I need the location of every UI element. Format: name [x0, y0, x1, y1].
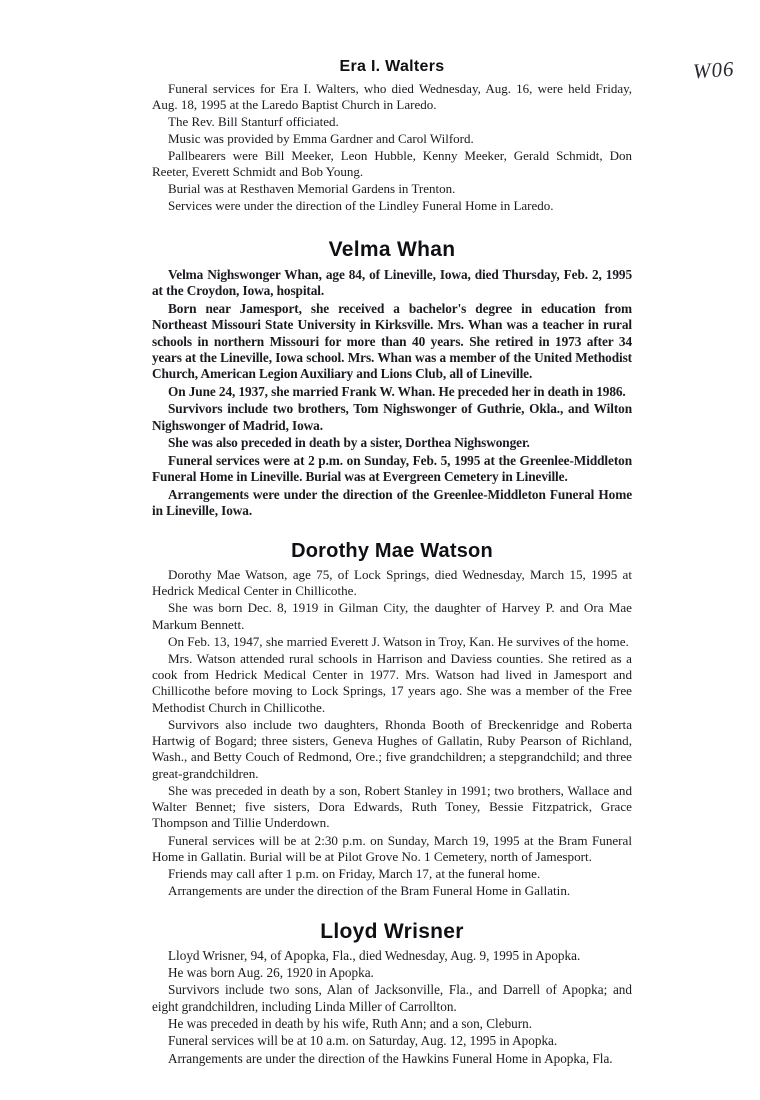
obituary-paragraph: He was born Aug. 26, 1920 in Apopka.	[168, 964, 374, 980]
obituary-paragraph: On Feb. 13, 1947, she married Everett J. Watson in Troy, Kan. He survives of the home.	[168, 633, 629, 649]
obituary-name-heading: Dorothy Mae Watson	[291, 539, 493, 562]
obituary-paragraph: Arrangements are under the direction of the Bram Funeral Home in Gallatin.	[168, 883, 571, 899]
obituary-name-heading: Era I. Walters	[339, 58, 445, 75]
obituary-paragraph: Lloyd Wrisner, 94, of Apopka, Fla., died Wednesday, Aug. 9, 1995 in Apopka.	[168, 947, 581, 963]
obituary-paragraph: She was preceded in death by a son, Robert Stanley in 1991; two brothers, Wallace and Walter Bennet; five sisters, Dora Edwards, Ruth Toney, Bessie Fitzpatrick, Grace Thompson and Tillie Underdown.	[152, 782, 632, 831]
obituary-paragraph: Survivors include two sons, Alan of Jacksonville, Fla., and Darrell of Apopka; and eight grandchildren, including Linda Miller of Carrollton.	[152, 982, 632, 1014]
obituary-name-heading: Lloyd Wrisner	[320, 919, 464, 943]
obituary-paragraph: On June 24, 1937, she married Frank W. Whan. He preceded her in death in 1986.	[168, 383, 626, 399]
obituary-paragraph: She was born Dec. 8, 1919 in Gilman City, the daughter of Harvey P. and Ora Mae Markum Bennett.	[152, 600, 632, 632]
obituary-name-heading: Velma Whan	[328, 238, 456, 262]
obituary-entry	[152, 920, 632, 1068]
obituary-paragraph: Arrangements were under the direction of the Greenlee-Middleton Funeral Home in Lineville, Iowa.	[152, 486, 632, 519]
obituary-paragraph: Services were under the direction of the Lindley Funeral Home in Laredo.	[168, 198, 554, 214]
obituary-paragraph: Born near Jamesport, she received a bachelor's degree in education from Northeast Missouri State University in Kirksville. Mrs. Whan was a teacher in rural schools in northern Missouri for more than 40 years. She retired in 1973 after 34 years at the Lineville, Iowa school. Mrs. Whan was a member of the United Methodist Church, American Legion Auxiliary and Lions Club, all of Lineville.	[152, 300, 632, 382]
obituary-paragraph: She was also preceded in death by a sister, Dorthea Nighswonger.	[168, 435, 530, 451]
obituary-paragraph: Music was provided by Emma Gardner and Carol Wilford.	[168, 130, 474, 146]
obituary-paragraph: Funeral services will be at 2:30 p.m. on Sunday, March 19, 1995 at the Bram Funeral Home in Gallatin. Burial will be at Pilot Grove No. 1 Cemetery, north of Jamesport.	[152, 832, 632, 864]
obituary-entry	[152, 58, 632, 214]
obituary-paragraph: He was preceded in death by his wife, Ruth Ann; and a son, Cleburn.	[168, 1016, 533, 1032]
obituary-paragraph: Dorothy Mae Watson, age 75, of Lock Springs, died Wednesday, March 15, 1995 at Hedrick Medical Center in Chillicothe.	[152, 566, 632, 599]
obituary-entry	[152, 238, 632, 519]
obituary-paragraph: Funeral services for Era I. Walters, who died Wednesday, Aug. 16, were held Friday, Aug. 18, 1995 at the Laredo Baptist Church in Laredo.	[152, 80, 632, 112]
obituary-column	[152, 58, 632, 1081]
obituary-paragraph: Pallbearers were Bill Meeker, Leon Hubble, Kenny Meeker, Gerald Schmidt, Don Reeter, Everett Schmidt and Bob Young.	[152, 148, 632, 180]
obituary-paragraph: Arrangements are under the direction of the Hawkins Funeral Home in Apopka, Fla.	[168, 1050, 613, 1066]
obituary-paragraph: Survivors include two brothers, Tom Nighswonger of Guthrie, Okla., and Wilton Nighswonger of Madrid, Iowa.	[152, 401, 632, 433]
obituary-paragraph: The Rev. Bill Stanturf officiated.	[168, 113, 339, 129]
obituary-paragraph: Burial was at Resthaven Memorial Gardens in Trenton.	[168, 181, 456, 197]
obituary-entry	[152, 540, 632, 900]
obituary-paragraph: Funeral services were at 2 p.m. on Sunday, Feb. 5, 1995 at the Greenlee-Middleton Funeral Home in Lineville. Burial was at Evergreen Cemetery in Lineville.	[152, 452, 632, 485]
obituary-paragraph: Funeral services will be at 10 a.m. on Saturday, Aug. 12, 1995 in Apopka.	[168, 1033, 558, 1049]
obituary-paragraph: Mrs. Watson attended rural schools in Harrison and Daviess counties. She retired as a cook from Hedrick Medical Center in 1977. Mrs. Watson had lived in Jamesport and Chillicothe before moving to Lock Springs, 17 years ago. She was a member of the Free Methodist Church in Chillicothe.	[152, 651, 632, 715]
archive-reference-mark: W06	[691, 56, 735, 84]
obituary-paragraph: Velma Nighswonger Whan, age 84, of Lineville, Iowa, died Thursday, Feb. 2, 1995 at the Croydon, Iowa, hospital.	[152, 266, 632, 299]
obituary-paragraph: Survivors also include two daughters, Rhonda Booth of Breckenridge and Roberta Hartwig of Bogard; three sisters, Geneva Hughes of Gallatin, Ruby Pearson of Richland, Wash., and Betty Couch of Redmond, Ore.; five grandchildren; a stepgrandchild; and three great-grandchildren.	[152, 716, 632, 781]
obituary-paragraph: Friends may call after 1 p.m. on Friday, March 17, at the funeral home.	[168, 866, 541, 882]
